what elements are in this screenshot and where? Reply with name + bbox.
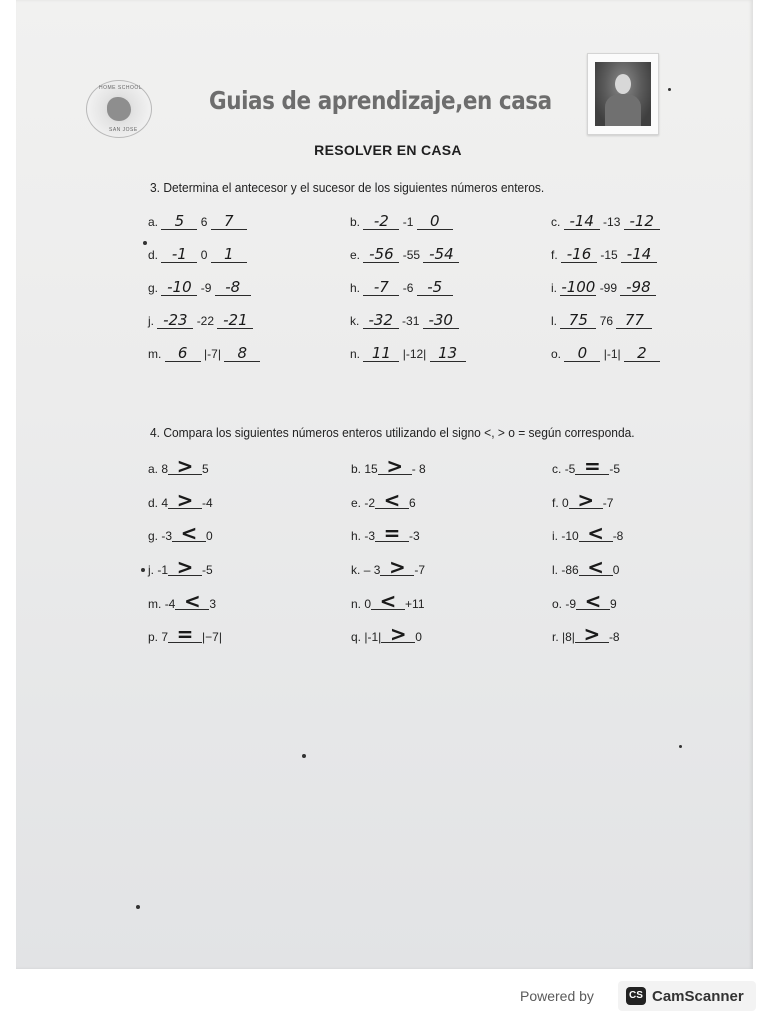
successor-answer: -5 [417,280,453,296]
camscanner-brand: CamScanner [652,988,744,1005]
comparison-item [552,622,620,646]
item-label: j. [148,563,154,577]
right-number: +11 [405,597,425,611]
item-label: i. [551,281,557,295]
comparison-sign-answer: > [168,492,202,509]
antecessor-successor-item [148,346,260,362]
left-number: 0 [364,597,372,611]
right-number: 3 [209,597,217,611]
antecessor-successor-item [551,214,660,230]
item-label: b. [351,462,362,476]
item-label: p. [148,630,159,644]
comparison-sign-answer: > [168,559,202,576]
item-label: f. [552,496,559,510]
antecessor-successor-item [148,280,251,296]
left-number: 7 [161,630,169,644]
successor-answer: 1 [211,247,247,263]
portrait-head [615,74,631,94]
portrait-frame [595,62,651,126]
left-number: -3 [161,529,173,543]
left-number: -10 [561,529,579,543]
comparison-sign-answer: = [168,626,202,643]
comparison-sign-answer: < [579,559,613,576]
comparison-item [351,454,426,478]
left-number: |-1| [364,630,382,644]
comparison-item [552,521,624,545]
stray-mark [668,88,671,91]
left-number: -2 [364,496,376,510]
logo-text-top: HOME SCHOOL [99,85,143,91]
comparison-sign-answer: > [569,492,603,509]
left-number: -5 [564,462,576,476]
comparison-sign-answer: > [168,458,202,475]
left-number: -1 [157,563,169,577]
comparison-item [351,521,420,545]
right-number: 5 [202,462,209,476]
comparison-item [148,488,213,512]
page-subtitle: RESOLVER EN CASA [314,142,462,158]
item-label: e. [350,248,361,262]
portrait-body [605,94,641,126]
successor-answer: 2 [624,346,660,362]
item-label: e. [351,496,362,510]
given-number: -1 [402,215,414,229]
predecessor-answer: 11 [363,346,399,362]
item-label: q. [351,630,362,644]
antecessor-successor-item [350,346,466,362]
item-label: d. [148,496,159,510]
right-number: -4 [202,496,213,510]
item-label: k. [351,563,361,577]
comparison-item [351,622,422,646]
item-label: g. [148,281,159,295]
predecessor-answer: -23 [157,313,193,329]
right-number: 0 [206,529,213,543]
stray-mark [302,754,306,758]
successor-answer: -14 [621,247,657,263]
given-number: -9 [200,281,212,295]
comparison-sign-answer: = [575,458,609,475]
item-label: i. [552,529,558,543]
comparison-sign-answer: < [172,525,206,542]
given-number: 0 [200,248,208,262]
comparison-sign-answer: < [375,492,409,509]
item-label: c. [551,215,561,229]
comparison-sign-answer: > [378,458,412,475]
page-title: Guias de aprendizaje,en casa [209,86,552,115]
left-number: -86 [561,563,579,577]
item-label: j. [148,314,154,328]
left-number: – 3 [363,563,381,577]
section3-instruction: 3. Determina el antecesor y el sucesor de los siguientes números enteros. [150,181,545,195]
successor-answer: -8 [215,280,251,296]
item-label: n. [350,347,361,361]
item-label: l. [552,563,558,577]
comparison-item [552,488,614,512]
comparison-item [552,555,620,579]
predecessor-answer: -14 [564,214,600,230]
right-number: -7 [602,496,614,510]
successor-answer: -54 [423,247,459,263]
given-number: 76 [599,314,614,328]
antecessor-successor-item [551,247,657,263]
successor-answer: -30 [423,313,459,329]
right-number: 9 [610,597,617,611]
predecessor-answer: -56 [363,247,399,263]
successor-answer: 77 [616,313,652,329]
comparison-item [148,622,222,646]
item-label: h. [351,529,362,543]
section4-instruction: 4. Compara los siguientes números enteros utilizando el signo <, > o = según corresponda. [150,426,635,440]
right-number: -3 [409,529,420,543]
item-label: n. [351,597,362,611]
right-number: 0 [415,630,422,644]
powered-by-text: Powered by [520,988,594,1004]
given-number: |-7| [204,347,221,361]
left-number: -9 [565,597,577,611]
item-label: f. [551,248,558,262]
item-label: c. [552,462,562,476]
predecessor-answer: -100 [561,278,596,296]
item-label: o. [552,597,563,611]
antecessor-successor-item [350,214,453,230]
given-number: -13 [603,215,621,229]
item-label: o. [551,347,562,361]
right-number: -8 [612,529,624,543]
predecessor-answer: -10 [161,280,197,296]
predecessor-answer: -2 [363,214,399,230]
comparison-item [351,488,416,512]
comparison-item [148,454,209,478]
comparison-sign-answer: = [375,525,409,542]
comparison-item [552,454,621,478]
predecessor-answer: -7 [363,280,399,296]
comparison-item [148,589,217,613]
item-label: a. [148,462,159,476]
given-number: |-1| [603,347,621,361]
antecessor-successor-item [551,280,656,296]
right-number: |−7| [202,630,222,644]
stray-mark [136,905,140,909]
right-number: -8 [608,630,620,644]
right-number: -5 [202,563,213,577]
comparison-sign-answer: > [381,626,415,643]
right-number: -7 [414,563,426,577]
comparison-sign-answer: > [380,559,414,576]
stray-mark [143,241,147,245]
given-number: 6 [200,215,208,229]
given-number: -55 [402,248,421,262]
successor-answer: -98 [620,280,656,296]
given-number: -15 [600,248,618,262]
item-label: g. [148,529,159,543]
item-label: h. [350,281,361,295]
predecessor-answer: -16 [561,247,597,263]
left-number: 15 [364,462,378,476]
comparison-sign-answer: > [575,626,609,643]
school-logo [86,80,152,138]
successor-answer: 7 [211,214,247,230]
successor-answer: 8 [224,346,260,362]
given-number: -99 [599,281,618,295]
antecessor-successor-item [551,313,652,329]
comparison-sign-answer: < [579,525,613,542]
item-label: r. [552,630,559,644]
item-label: m. [148,347,162,361]
successor-answer: 13 [430,346,466,362]
item-label: a. [148,215,159,229]
right-number: 6 [409,496,416,510]
predecessor-answer: 0 [564,346,600,362]
right-number: 0 [612,563,620,577]
given-number: -6 [402,281,414,295]
comparison-item [351,589,425,613]
item-label: d. [148,248,159,262]
successor-answer: -21 [217,313,253,329]
left-number: -3 [364,529,376,543]
logo-text-bottom: SAN JOSE [109,127,138,133]
stray-mark [141,568,145,572]
predecessor-answer: 75 [560,313,596,329]
item-label: m. [148,597,162,611]
predecessor-answer: -32 [363,313,399,329]
camscanner-logo-icon: CS [626,987,646,1005]
given-number: |-12| [402,347,427,361]
right-number: -5 [609,462,621,476]
left-number: |8| [562,630,575,644]
antecessor-successor-item [148,247,247,263]
stray-mark [679,745,682,748]
given-number: -31 [402,314,420,328]
comparison-item [552,589,617,613]
predecessor-answer: 6 [165,346,201,362]
item-label: k. [350,314,360,328]
antecessor-successor-item [350,313,459,329]
antecessor-successor-item [350,247,459,263]
item-label: b. [350,215,361,229]
right-number: - 8 [411,462,426,476]
successor-answer: 0 [417,214,453,230]
successor-answer: -12 [624,214,660,230]
predecessor-answer: 5 [161,214,197,230]
left-number: 0 [562,496,569,510]
antecessor-successor-item [350,280,453,296]
religious-portrait-image [587,53,659,135]
antecessor-successor-item [148,313,253,329]
antecessor-successor-item [148,214,247,230]
antecessor-successor-item [551,346,660,362]
comparison-item [351,555,426,579]
predecessor-answer: -1 [161,247,197,263]
comparison-sign-answer: < [175,593,209,610]
left-number: -4 [164,597,176,611]
item-label: l. [551,314,557,328]
comparison-item [148,555,213,579]
comparison-sign-answer: < [576,593,610,610]
given-number: -22 [196,314,215,328]
comparison-item [148,521,213,545]
comparison-sign-answer: < [371,593,405,610]
left-number: 8 [161,462,169,476]
left-number: 4 [161,496,169,510]
